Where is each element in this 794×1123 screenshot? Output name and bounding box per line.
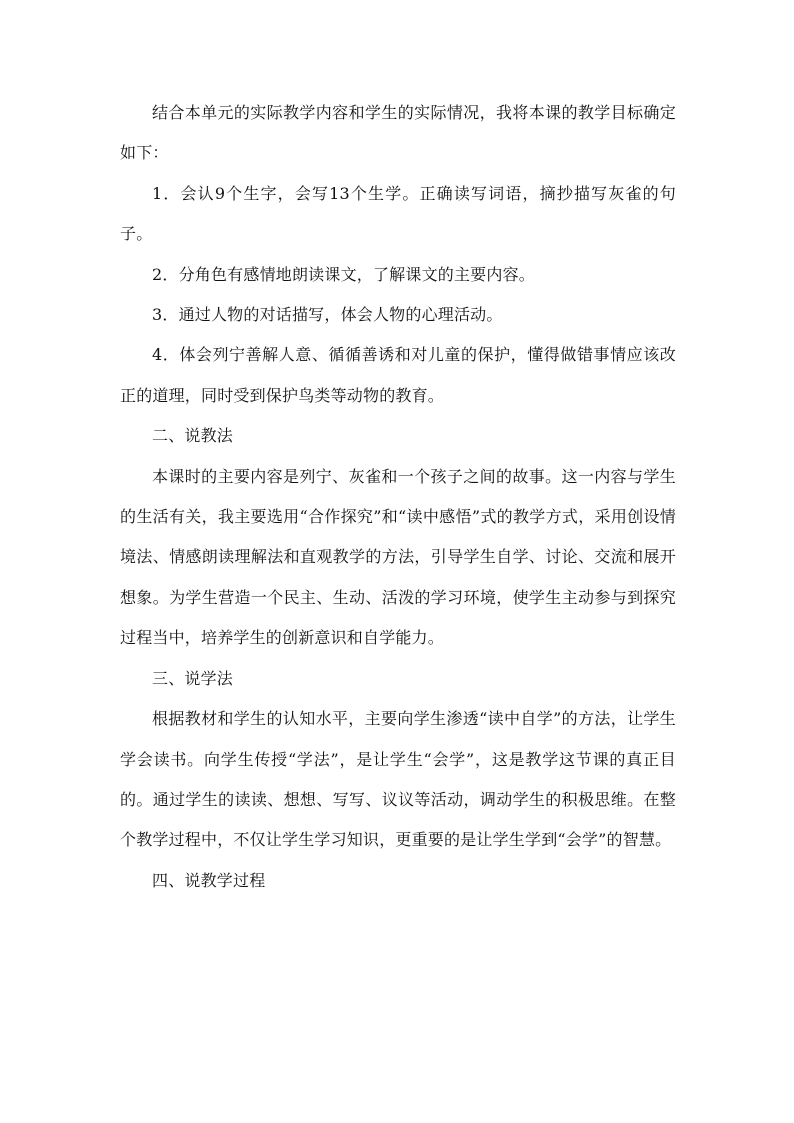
objective-3: 3．通过人物的对话描写，体会人物的心理活动。	[152, 305, 503, 325]
intro-paragraph: 结合本单元的实际教学内容和学生的实际情况，我将本课的教学目标确定如下：	[120, 103, 676, 163]
objective-4: 4．体会列宁善解人意、循循善诱和对儿童的保护，懂得做错事情应该改正的道理，同时受到保护鸟类等动物的教育。	[120, 345, 676, 405]
teaching-method-paragraph: 本课时的主要内容是列宁、灰雀和一个孩子之间的故事。这一内容与学生的生活有关，我主要选用“合作探究”和“读中感悟”式的教学方式，采用创设情境法、情感朗读理解法和直观教学的方法，引导学生自学、讨论、交流和展开想象。为学生营造一个民主、生动、活泼的学习环境，使学生主动参与到探究过程当中，培养学生的创新意识和自学能力。	[120, 466, 676, 648]
section-heading-learning-method: 三、说学法	[152, 668, 234, 688]
learning-method-paragraph: 根据教材和学生的认知水平，主要向学生渗透“读中自学”的方法，让学生学会读书。向学生传授“学法”，是让学生“会学”，这是教学这节课的真正目的。通过学生的读读、想想、写写、议议等活动，调动学生的积极思维。在整个教学过程中，不仅让学生学习知识，更重要的是让学生学到“会学”的智慧。	[120, 709, 676, 850]
section-heading-teaching-method: 二、说教法	[152, 426, 234, 446]
document-body	[120, 93, 676, 901]
objective-1: 1．会认9个生字，会写13个生学。正确读写词语，摘抄描写灰雀的句子。	[120, 183, 676, 244]
section-heading-teaching-process: 四、说教学过程	[152, 870, 266, 890]
objective-2: 2．分角色有感情地朗读课文，了解课文的主要内容。	[152, 264, 535, 284]
